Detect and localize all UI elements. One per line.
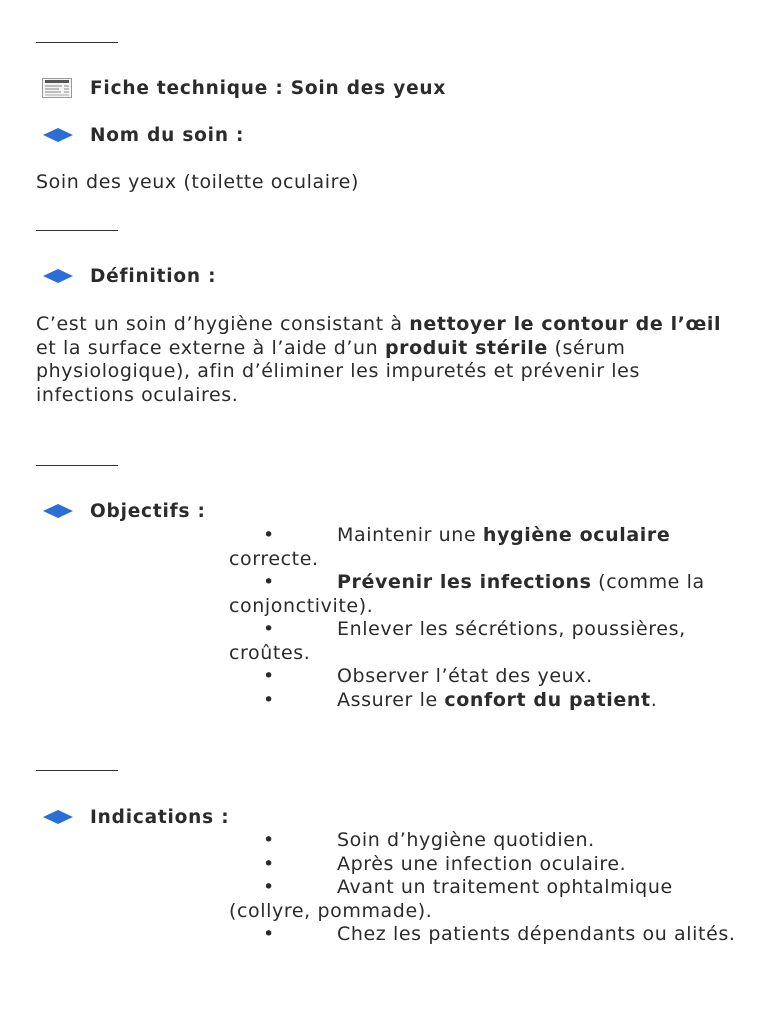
bullet: • [263,665,275,687]
list-item [229,689,739,713]
item-bold: confort du patient [444,688,651,711]
page-title [42,77,446,99]
list-item [229,571,739,618]
section-heading-definition [42,265,216,287]
section-heading-indications [42,806,229,828]
item-text: (comme la conjonctivite). [229,571,705,617]
item-text: Avant un traitement ophtalmique (collyre, pommade). [229,876,673,922]
separator [36,230,118,231]
list-item [229,876,739,923]
list-item [229,665,739,689]
section-heading-objectifs [42,500,206,522]
item-text: Enlever les sécrétions, poussières, croûtes. [229,618,686,664]
item-bold: Prévenir les infections [337,571,592,593]
item-text: Après une infection oculaire. [337,852,627,875]
list-item [229,829,739,853]
list-item [229,923,739,947]
section-heading-nom [42,124,244,146]
item-bold: hygiène oculaire [482,524,671,546]
item-text: Assurer le [337,688,445,711]
item-text: Chez les patients dépendants ou alités. [337,923,736,945]
bullet: • [263,688,275,711]
list-item [229,524,739,571]
separator [36,42,118,43]
item-text: Observer l’état des yeux. [337,665,593,687]
definition-text [36,313,736,407]
section-heading-text: Définition : [90,265,217,287]
separator [36,465,118,466]
nom-text: Soin des yeux (toilette oculaire) [36,171,359,193]
blue-diamond-icon [42,124,76,146]
section-heading-text: Nom du soin : [90,124,245,146]
objectifs-list [229,524,739,712]
item-text: . [650,688,658,711]
item-text: correcte. [229,547,319,570]
section-heading-text: Indications : [90,806,230,828]
bullet: • [263,618,275,640]
definition-bold: nettoyer le contour de l’œil [409,313,722,335]
indications-list [229,829,739,947]
bullet: • [263,876,275,898]
blue-diamond-icon [42,265,76,287]
list-item [229,853,739,877]
definition-part: C’est un soin d’hygiène consistant à [36,313,410,335]
bullet: • [263,923,275,945]
receipt-icon [42,77,76,99]
definition-part: (sérum physiologique), afin d’éliminer les impuretés et prévenir les infections oculaires. [36,336,640,406]
separator [36,770,118,771]
bullet: • [263,852,275,875]
list-item [229,618,739,665]
blue-diamond-icon [42,806,76,828]
page-title-text: Fiche technique : Soin des yeux [90,77,447,99]
bullet: • [263,829,275,851]
bullet: • [263,524,275,546]
definition-part: et la surface externe à l’aide d’un [36,336,385,359]
item-text: Maintenir une [337,524,483,546]
blue-diamond-icon [42,500,76,522]
definition-bold: produit stérile [384,336,548,359]
section-heading-text: Objectifs : [90,500,206,522]
bullet: • [263,571,275,593]
item-text: Soin d’hygiène quotidien. [337,829,595,851]
